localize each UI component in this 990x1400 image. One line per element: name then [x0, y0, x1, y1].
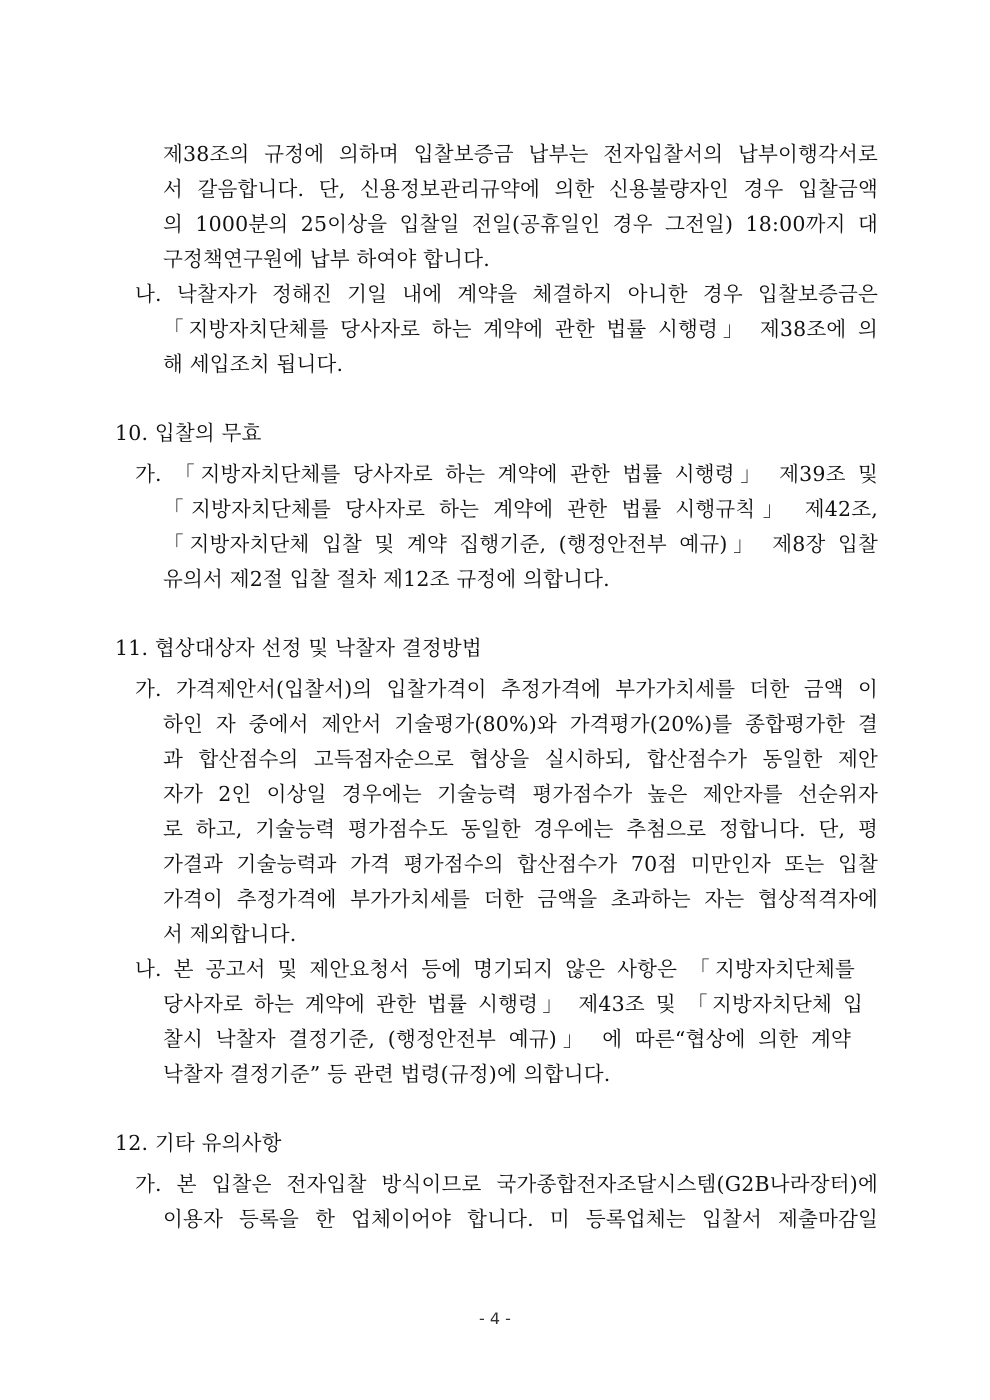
body-line: 해 세입조치 됩니다.	[163, 352, 344, 376]
body-line: 서 갈음합니다. 단, 신용정보관리규약에 의한 신용불량자인 경우 입찰금액	[163, 177, 878, 201]
list-item-ga: 가. 가격제안서(입찰서)의 입찰가격이 추정가격에 부가가치세를 더한 금액 이	[135, 677, 878, 701]
body-line: 낙찰자 결정기준” 등 관련 법령(규정)에 의합니다.	[163, 1062, 611, 1086]
body-line: 이용자 등록을 한 업체이어야 합니다. 미 등록업체는 입찰서 제출마감일	[163, 1207, 878, 1231]
body-line: 제38조의 규정에 의하며 입찰보증금 납부는 전자입찰서의 납부이행각서로	[163, 142, 878, 166]
section-heading-12: 12. 기타 유의사항	[115, 1131, 282, 1155]
body-line: 찰시 낙찰자 결정기준, (행정안전부 예규)」 에 따른“협상에 의한 계약	[163, 1027, 851, 1051]
list-item-na: 나. 본 공고서 및 제안요청서 등에 명기되지 않은 사항은 「지방자치단체를	[135, 957, 855, 981]
page-number: - 4 -	[479, 1309, 511, 1328]
list-item-ga: 가. 본 입찰은 전자입찰 방식이므로 국가종합전자조달시스템(G2B나라장터)에	[135, 1172, 878, 1196]
body-line: 구정책연구원에 납부 하여야 합니다.	[163, 247, 490, 271]
body-line: 당사자로 하는 계약에 관한 법률 시행령」 제43조 및 「지방자치단체 입	[163, 992, 863, 1016]
body-line: 하인 자 중에서 제안서 기술평가(80%)와 가격평가(20%)를 종합평가한 결	[163, 712, 878, 736]
body-line: 의 1000분의 25이상을 입찰일 전일(공휴일인 경우 그전일) 18:00까지 대	[163, 212, 878, 236]
body-line: 로 하고, 기술능력 평가점수도 동일한 경우에는 추첨으로 정합니다. 단, 평	[163, 817, 878, 841]
body-line: 「지방자치단체를 당사자로 하는 계약에 관한 법률 시행규칙」 제42조,	[163, 497, 878, 521]
list-item-na: 나. 낙찰자가 정해진 기일 내에 계약을 체결하지 아니한 경우 입찰보증금은	[135, 282, 878, 306]
body-line: 서 제외합니다.	[163, 922, 297, 946]
section-heading-10: 10. 입찰의 무효	[115, 421, 262, 445]
body-line: 「지방자치단체 입찰 및 계약 집행기준, (행정안전부 예규)」 제8장 입찰	[163, 532, 878, 556]
body-line: 「지방자치단체를 당사자로 하는 계약에 관한 법률 시행령」 제38조에 의	[163, 317, 878, 341]
body-line: 가격이 추정가격에 부가가치세를 더한 금액을 초과하는 자는 협상적격자에	[163, 887, 878, 911]
body-line: 유의서 제2절 입찰 절차 제12조 규정에 의합니다.	[163, 567, 610, 591]
list-item-ga: 가. 「지방자치단체를 당사자로 하는 계약에 관한 법률 시행령」 제39조 및	[135, 462, 878, 486]
body-line: 가결과 기술능력과 가격 평가점수의 합산점수가 70점 미만인자 또는 입찰	[163, 852, 878, 876]
body-line: 과 합산점수의 고득점자순으로 협상을 실시하되, 합산점수가 동일한 제안	[163, 747, 878, 771]
section-heading-11: 11. 협상대상자 선정 및 낙찰자 결정방법	[115, 636, 482, 660]
body-line: 자가 2인 이상일 경우에는 기술능력 평가점수가 높은 제안자를 선순위자	[163, 782, 878, 806]
